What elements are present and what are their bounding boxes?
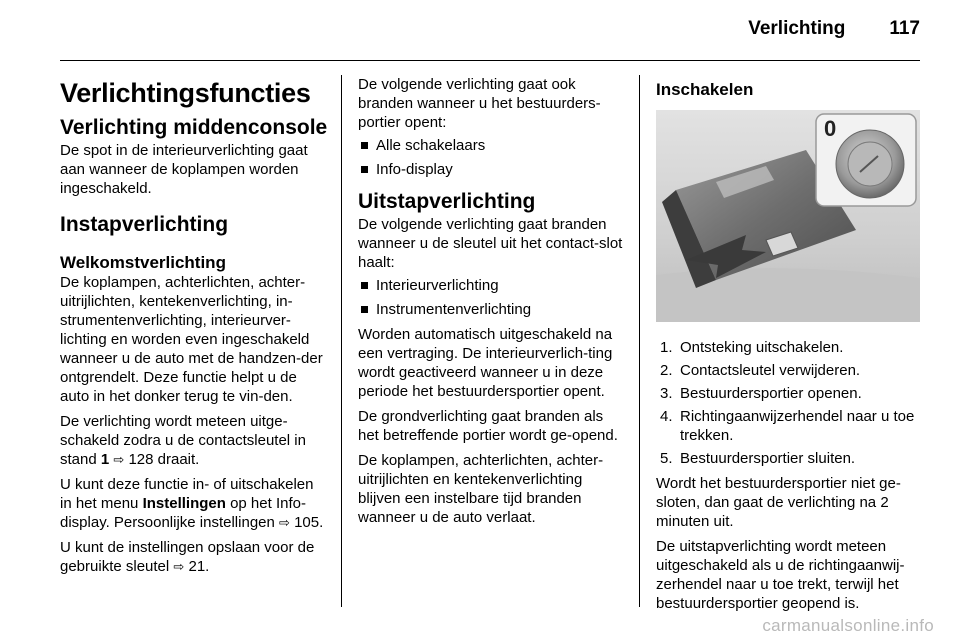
section-heading: Inschakelen bbox=[656, 80, 754, 99]
bullet-list bbox=[358, 276, 624, 319]
paragraph: De volgende verlichting gaat ook branden wanneer u het bestuurders-portier opent: bbox=[358, 76, 601, 131]
section-title: Verlichting bbox=[748, 18, 846, 39]
paragraph: De spot in de interieurverlichting gaat aan wanneer de koplampen worden ingeschakeld. bbox=[60, 142, 308, 197]
paragraph: U kunt deze functie in- of uitschakelen in het menu Instellingen op het Info-display. Persoonlijke instellingen ⇨ 105. bbox=[60, 476, 324, 531]
bullet-icon bbox=[361, 306, 368, 313]
page-reference-icon: ⇨ bbox=[173, 559, 185, 574]
bullet-icon bbox=[361, 282, 368, 289]
paragraph: Wordt het bestuurdersportier niet ge-sloten, dan gaat de verlichting na 2 minuten uit. bbox=[656, 475, 901, 530]
section-heading: Instapverlichting bbox=[60, 213, 229, 236]
paragraph: De koplampen, achterlichten, achter-uitrijlichten en kentekenverlichting blijven een instelbare tijd branden wanneer u de auto verlaat. bbox=[358, 452, 604, 526]
list-item: 5. Bestuurdersportier sluiten. bbox=[660, 450, 856, 467]
paragraph: De volgende verlichting gaat branden wanneer u de sleutel uit het contact-slot haalt: bbox=[358, 216, 623, 271]
bullet-icon bbox=[361, 142, 368, 149]
subsection-heading: Welkomstverlichting bbox=[60, 253, 226, 272]
list-item: 4. Richtingaanwijzerhendel naar u toe trekken. bbox=[660, 408, 915, 444]
page-header bbox=[748, 18, 920, 40]
list-item: 1. Ontsteking uitschakelen. bbox=[660, 339, 844, 356]
column-2 bbox=[358, 75, 624, 533]
lever-figure-svg bbox=[656, 110, 920, 322]
bullet-icon bbox=[361, 166, 368, 173]
column-divider bbox=[341, 75, 342, 607]
column-1 bbox=[60, 75, 328, 582]
page-reference-icon: ⇨ bbox=[279, 515, 290, 530]
paragraph: De koplampen, achterlichten, achter-uitrijlichten, kentekenverlichting, in-strumentenverlichting, interieurver-lichting en worden even ingeschakeld wanneer u de auto met de handzen-der ontgrendelt. Deze functie helpt u de auto in het donker terug te vin-den. bbox=[60, 274, 323, 405]
list-item: Interieurverlichting bbox=[358, 276, 624, 295]
bullet-list bbox=[358, 136, 624, 179]
paragraph: U kunt de instellingen opslaan voor de gebruikte sleutel ⇨ 21. bbox=[60, 539, 315, 575]
turn-signal-lever-illustration bbox=[656, 110, 920, 322]
header-rule bbox=[60, 60, 920, 61]
page-reference-icon: ⇨ bbox=[113, 452, 125, 467]
list-item: Info-display bbox=[358, 160, 624, 179]
column-divider bbox=[639, 75, 640, 607]
section-heading: Verlichting middenconsole bbox=[60, 116, 328, 139]
list-item: Instrumentenverlichting bbox=[358, 300, 624, 319]
watermark: carmanualsonline.info bbox=[762, 616, 934, 635]
steps-list bbox=[656, 338, 922, 468]
page-number: 117 bbox=[889, 18, 920, 39]
list-item: 3. Bestuurdersportier openen. bbox=[660, 385, 862, 402]
section-heading: Uitstapverlichting bbox=[358, 190, 536, 213]
paragraph: Worden automatisch uitgeschakeld na een vertraging. De interieurverlich-ting wordt geactiveerd wanneer u in deze periode het bestuurdersportier opent. bbox=[358, 326, 613, 400]
page-title: Verlichtingsfuncties bbox=[60, 78, 311, 108]
list-item: Alle schakelaars bbox=[358, 136, 624, 155]
paragraph: De grondverlichting gaat branden als het betreffende portier wordt ge-opend. bbox=[358, 408, 618, 444]
figure-label: 0 bbox=[824, 116, 837, 141]
list-item: 2. Contactsleutel verwijderen. bbox=[660, 362, 861, 379]
paragraph: De verlichting wordt meteen uitge-schakeld zodra u de contactsleutel in stand 1 ⇨ 128 draait. bbox=[60, 413, 306, 468]
column-3 bbox=[656, 75, 922, 619]
paragraph: De uitstapverlichting wordt meteen uitgeschakeld als u de richtingaanwij-zerhendel naar u toe trekt, terwijl het bestuurdersportier geopend is. bbox=[656, 538, 905, 612]
